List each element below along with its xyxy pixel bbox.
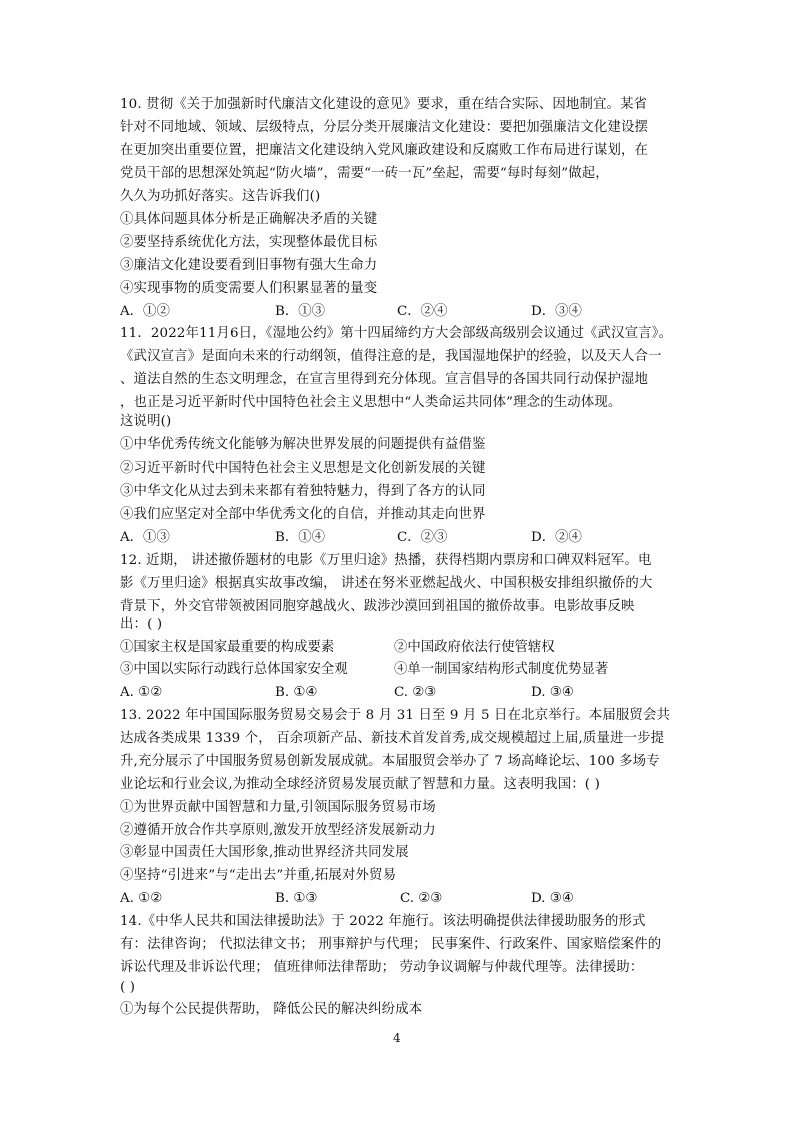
q11-option-c[interactable]: C．②③ — [397, 530, 448, 545]
q11-option-b[interactable]: B．①④ — [275, 530, 326, 545]
q13-item-3: ③彰显中国责任大国形象,推动世界经济共同发展 — [120, 845, 409, 860]
q10-option-d[interactable]: D．③④ — [531, 304, 582, 319]
q12-stem-line-1: 12. 近期， 讲述撤侨题材的电影《万里归途》热播，获得档期内票房和口碑双料冠军。电 — [120, 553, 652, 568]
q12-item-2: ②中国政府依法行使管辖权 — [394, 640, 555, 655]
q10-stem-line-3: 在更加突出重要位置，把廉洁文化建设纳入党风廉政建设和反腐败工作布局进行谋划，在 — [120, 143, 649, 158]
q13-item-2: ②遵循开放合作共享原则,激发开放型经济发展新动力 — [120, 823, 436, 838]
q11-stem-line-1: 11．2022年11月6日，《湿地公约》第十四届缔约方大会部级高级别会议通过《武汉宣言》。 — [120, 326, 673, 341]
q10-option-c[interactable]: C．②④ — [397, 304, 448, 319]
q10-item-1: ①具体问题具体分析是正确解决矛盾的关键 — [120, 212, 378, 227]
q11-stem-line-5: 这说明() — [120, 414, 172, 429]
q12-item-1: ①国家主权是国家最重要的构成要素 — [120, 640, 335, 655]
q10-option-b[interactable]: B．①③ — [275, 304, 326, 319]
q10-stem-line-1: 10. 贯彻《关于加强新时代廉洁文化建设的意见》要求，重在结合实际、因地制宜。某省 — [120, 97, 648, 112]
q14-item-1: ①为每个公民提供帮助， 降低公民的解决纠纷成本 — [120, 1002, 423, 1017]
q12-option-c[interactable]: C. ②③ — [394, 685, 437, 700]
q12-item-4: ④单一制国家结构形式制度优势显著 — [394, 662, 609, 677]
q13-option-c[interactable]: C. ②③ — [400, 891, 443, 906]
q11-item-3: ③中华文化从过去到未来都有着独特魅力，得到了各方的认同 — [120, 484, 486, 499]
q10-item-4: ④实现事物的质变需要人们积累显著的量变 — [120, 281, 378, 296]
q11-item-2: ②习近平新时代中国特色社会主义思想是文化创新发展的关键 — [120, 461, 486, 476]
q10-item-3: ③廉洁文化建设要看到旧事物有强大生命力 — [120, 258, 378, 273]
q12-option-d[interactable]: D. ③④ — [531, 685, 574, 700]
q11-item-1: ①中华优秀传统文化能够为解决世界发展的问题提供有益借鉴 — [120, 437, 486, 452]
q10-option-a[interactable]: A．①② — [120, 304, 170, 319]
q11-stem-line-3: 、道法自然的生态文明理念，在宣言里得到充分体现。宣言倡导的各国共同行动保护湿地 — [120, 372, 649, 387]
q13-item-4: ④坚持“引进来”与“走出去”并重,拓展对外贸易 — [120, 868, 397, 883]
q11-stem-line-4: ，也正是习近平新时代中国特色社会主义思想中“人类命运共同体”理念的生动体现。 — [120, 395, 622, 410]
q11-stem-line-2: 《武汉宣言》是面向未来的行动纲领，值得注意的是，我国湿地保护的经验，以及天人合一 — [120, 349, 662, 364]
q13-stem-line-2: 达成各类成果 1339 个， 百余项新产品、新技术首发首秀,成交规模超过上届,质量进一步提 — [120, 731, 665, 746]
q10-stem-line-4: 党员干部的思想深处筑起“防火墙”，需要“一砖一瓦”垒起，需要“每时每刻”做起， — [120, 166, 609, 181]
q12-option-b[interactable]: B. ①④ — [275, 685, 318, 700]
q12-item-3: ③中国以实际行动践行总体国家安全观 — [120, 662, 348, 677]
page-number: 4 — [393, 1031, 401, 1045]
q12-stem-line-4: 出：( ) — [120, 617, 163, 632]
q12-option-a[interactable]: A. ①② — [120, 685, 163, 700]
q10-stem-line-5: 久久为功抓好落实。这告诉我们() — [120, 189, 321, 204]
q13-item-1: ①为世界贡献中国智慧和力量,引领国际服务贸易市场 — [120, 800, 436, 815]
q10-item-2: ②要坚持系统优化方法，实现整体最优目标 — [120, 235, 378, 250]
q13-stem-line-1: 13. 2022 年中国国际服务贸易交易会于 8 月 31 日至 9 月 5 日在北京举行。本届服贸会共 — [120, 708, 671, 723]
q13-option-b[interactable]: B. ①③ — [275, 891, 318, 906]
q14-stem-line-1: 14.《中华人民共和国法律援助法》于 2022 年施行。该法明确提供法律援助服务的形式 — [120, 914, 646, 929]
q14-stem-line-4: ( ) — [120, 980, 136, 995]
q13-stem-line-3: 升,充分展示了中国服务贸易创新发展成就。本届服贸会举办了 7 场高峰论坛、100 多场专 — [120, 754, 660, 769]
q11-option-d[interactable]: D．②④ — [531, 530, 582, 545]
q14-stem-line-3: 诉讼代理及非诉讼代理； 值班律师法律帮助； 劳动争议调解与仲裁代理等。法律援助： — [120, 960, 644, 975]
q11-item-4: ④我们应坚定对全部中华优秀文化的自信，并推动其走向世界 — [120, 507, 486, 522]
q13-stem-line-4: 业论坛和行业会议,为推动全球经济贸易发展贡献了智慧和力量。这表明我国：( ) — [120, 777, 600, 792]
q10-stem-line-2: 针对不同地域、领域、层级特点，分层分类开展廉洁文化建设：要把加强廉洁文化建设摆 — [120, 120, 649, 135]
q14-stem-line-2: 有：法律咨询； 代拟法律文书； 刑事辩护与代理； 民事案件、行政案件、国家赔偿案件的 — [120, 937, 662, 952]
q12-stem-line-3: 背景下，外交官带领被困同胞穿越战火、跋涉沙漠回到祖国的撤侨故事。电影故事反映 — [120, 599, 635, 614]
q11-option-a[interactable]: A．①③ — [120, 530, 170, 545]
q13-option-d[interactable]: D. ③④ — [531, 891, 574, 906]
q13-option-a[interactable]: A. ①② — [120, 891, 163, 906]
q12-stem-line-2: 影《万里归途》根据真实故事改编， 讲述在努米亚燃起战火、中国积极安排组织撤侨的大 — [120, 576, 653, 591]
